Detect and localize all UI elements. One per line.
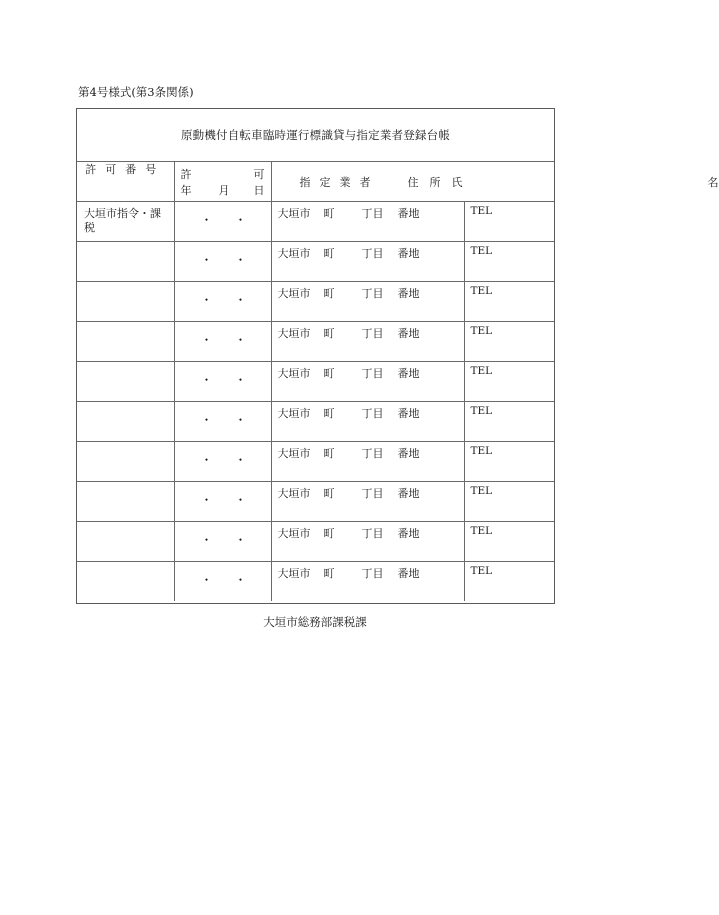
table-row bbox=[77, 441, 554, 481]
date-separator-dot: ・ bbox=[234, 572, 247, 587]
header-permit-number: 許可番号 bbox=[77, 161, 174, 201]
permit-number-cell[interactable] bbox=[77, 481, 174, 521]
tel-cell[interactable]: TEL bbox=[470, 564, 493, 577]
tel-cell[interactable]: TEL bbox=[464, 521, 554, 561]
table-row bbox=[77, 321, 554, 361]
addr-banchi: 番地 bbox=[397, 446, 420, 460]
registry-table bbox=[77, 161, 719, 601]
header-date-month: 月 bbox=[218, 184, 230, 197]
addr-chome: 丁目 bbox=[361, 326, 384, 340]
tel-cell[interactable]: TEL bbox=[464, 401, 554, 441]
date-separator-dot: ・ bbox=[234, 412, 247, 427]
header-name-mei: 名 bbox=[707, 176, 719, 189]
header-name-shi: 氏 bbox=[451, 176, 463, 189]
permit-number-cell[interactable]: 大垣市指令・課税 bbox=[77, 201, 174, 241]
addr-banchi: 番地 bbox=[397, 366, 420, 380]
addr-banchi: 番地 bbox=[397, 526, 420, 540]
addr-city: 大垣市 bbox=[277, 286, 311, 300]
address-cell[interactable] bbox=[271, 561, 464, 601]
permit-date-cell[interactable] bbox=[174, 281, 271, 321]
header-designated-agent bbox=[271, 161, 719, 201]
tel-cell[interactable]: TEL bbox=[464, 201, 554, 241]
addr-city: 大垣市 bbox=[277, 486, 311, 500]
addr-town: 町 bbox=[323, 286, 335, 300]
date-separator-dot: ・ bbox=[200, 252, 213, 267]
tel-cell[interactable]: TEL bbox=[464, 241, 554, 281]
date-separator-dot: ・ bbox=[200, 532, 213, 547]
address-cell[interactable] bbox=[271, 361, 464, 401]
date-separator-dot: ・ bbox=[200, 412, 213, 427]
table-row bbox=[77, 201, 554, 241]
addr-banchi: 番地 bbox=[397, 206, 420, 220]
header-permit-date bbox=[174, 161, 271, 201]
date-separator-dot: ・ bbox=[234, 452, 247, 467]
permit-number-cell[interactable] bbox=[77, 321, 174, 361]
date-separator-dot: ・ bbox=[200, 572, 213, 587]
addr-banchi: 番地 bbox=[397, 246, 420, 260]
permit-date-cell[interactable] bbox=[174, 481, 271, 521]
permit-number-cell[interactable] bbox=[77, 441, 174, 481]
permit-date-cell[interactable] bbox=[174, 201, 271, 241]
addr-chome: 丁目 bbox=[361, 406, 384, 420]
addr-city: 大垣市 bbox=[277, 366, 311, 380]
addr-banchi: 番地 bbox=[397, 286, 420, 300]
table-row bbox=[77, 481, 554, 521]
permit-date-cell[interactable] bbox=[174, 561, 271, 601]
registry-form bbox=[76, 108, 719, 604]
address-cell[interactable] bbox=[271, 441, 464, 481]
permit-number-cell[interactable] bbox=[77, 521, 174, 561]
addr-chome: 丁目 bbox=[361, 286, 384, 300]
form-title: 原動機付自転車臨時運行標識貸与指定業者登録台帳 bbox=[77, 109, 554, 162]
header-row bbox=[77, 161, 554, 201]
addr-town: 町 bbox=[323, 446, 335, 460]
addr-chome: 丁目 bbox=[361, 446, 384, 460]
addr-city: 大垣市 bbox=[277, 406, 311, 420]
issuing-department: 大垣市総務部課税課 bbox=[263, 615, 367, 629]
addr-chome: 丁目 bbox=[361, 526, 384, 540]
permit-number-cell[interactable] bbox=[77, 561, 174, 601]
table-row bbox=[77, 521, 554, 561]
addr-banchi: 番地 bbox=[397, 566, 420, 580]
date-separator-dot: ・ bbox=[234, 212, 247, 227]
header-addr-ju: 住 bbox=[407, 176, 419, 189]
table-row bbox=[77, 241, 554, 281]
addr-city: 大垣市 bbox=[277, 526, 311, 540]
permit-date-cell[interactable] bbox=[174, 401, 271, 441]
addr-town: 町 bbox=[323, 206, 335, 220]
date-separator-dot: ・ bbox=[200, 452, 213, 467]
header-date-ka: 可 bbox=[253, 168, 265, 181]
permit-number-cell[interactable] bbox=[77, 361, 174, 401]
date-separator-dot: ・ bbox=[200, 372, 213, 387]
addr-city: 大垣市 bbox=[277, 326, 311, 340]
date-separator-dot: ・ bbox=[200, 492, 213, 507]
form-number: 第4号様式(第3条関係) bbox=[78, 85, 194, 99]
addr-city: 大垣市 bbox=[277, 246, 311, 260]
address-cell[interactable] bbox=[271, 201, 464, 241]
date-separator-dot: ・ bbox=[234, 492, 247, 507]
addr-town: 町 bbox=[323, 526, 335, 540]
header-addr-sho: 所 bbox=[429, 176, 441, 189]
permit-date-cell[interactable] bbox=[174, 441, 271, 481]
table-row bbox=[77, 561, 554, 601]
date-separator-dot: ・ bbox=[234, 332, 247, 347]
table-row bbox=[77, 401, 554, 441]
addr-chome: 丁目 bbox=[361, 566, 384, 580]
header-date-year: 年 bbox=[180, 184, 192, 197]
tel-cell[interactable]: TEL bbox=[464, 481, 554, 521]
addr-city: 大垣市 bbox=[277, 566, 311, 580]
addr-town: 町 bbox=[323, 246, 335, 260]
address-cell[interactable] bbox=[271, 281, 464, 321]
addr-town: 町 bbox=[323, 486, 335, 500]
header-date-kyo: 許 bbox=[180, 168, 192, 181]
addr-town: 町 bbox=[323, 366, 335, 380]
date-separator-dot: ・ bbox=[200, 292, 213, 307]
date-separator-dot: ・ bbox=[234, 532, 247, 547]
date-separator-dot: ・ bbox=[234, 372, 247, 387]
permit-number-cell[interactable] bbox=[77, 401, 174, 441]
header-date-day: 日 bbox=[253, 184, 265, 197]
addr-chome: 丁目 bbox=[361, 246, 384, 260]
permit-date-cell[interactable] bbox=[174, 521, 271, 561]
address-cell[interactable] bbox=[271, 521, 464, 561]
addr-town: 町 bbox=[323, 566, 335, 580]
header-agent-label: 指定業者 bbox=[299, 176, 380, 189]
permit-number-cell[interactable] bbox=[77, 241, 174, 281]
addr-city: 大垣市 bbox=[277, 446, 311, 460]
date-separator-dot: ・ bbox=[234, 252, 247, 267]
address-cell[interactable] bbox=[271, 401, 464, 441]
date-separator-dot: ・ bbox=[234, 292, 247, 307]
addr-chome: 丁目 bbox=[361, 366, 384, 380]
table-row bbox=[77, 281, 554, 321]
address-cell[interactable] bbox=[271, 321, 464, 361]
addr-chome: 丁目 bbox=[361, 486, 384, 500]
permit-date-cell[interactable] bbox=[174, 361, 271, 401]
tel-cell[interactable]: TEL bbox=[464, 441, 554, 481]
permit-date-cell[interactable] bbox=[174, 241, 271, 281]
table-row bbox=[77, 361, 554, 401]
addr-town: 町 bbox=[323, 406, 335, 420]
address-cell[interactable] bbox=[271, 481, 464, 521]
addr-banchi: 番地 bbox=[397, 406, 420, 420]
tel-cell[interactable]: TEL bbox=[464, 321, 554, 361]
permit-number-cell[interactable] bbox=[77, 281, 174, 321]
date-separator-dot: ・ bbox=[200, 212, 213, 227]
tel-cell[interactable]: TEL bbox=[464, 361, 554, 401]
addr-city: 大垣市 bbox=[277, 206, 311, 220]
addr-chome: 丁目 bbox=[361, 206, 384, 220]
addr-town: 町 bbox=[323, 326, 335, 340]
date-separator-dot: ・ bbox=[200, 332, 213, 347]
addr-banchi: 番地 bbox=[397, 326, 420, 340]
address-cell[interactable] bbox=[271, 241, 464, 281]
permit-date-cell[interactable] bbox=[174, 321, 271, 361]
addr-banchi: 番地 bbox=[397, 486, 420, 500]
tel-cell[interactable]: TEL bbox=[464, 281, 554, 321]
